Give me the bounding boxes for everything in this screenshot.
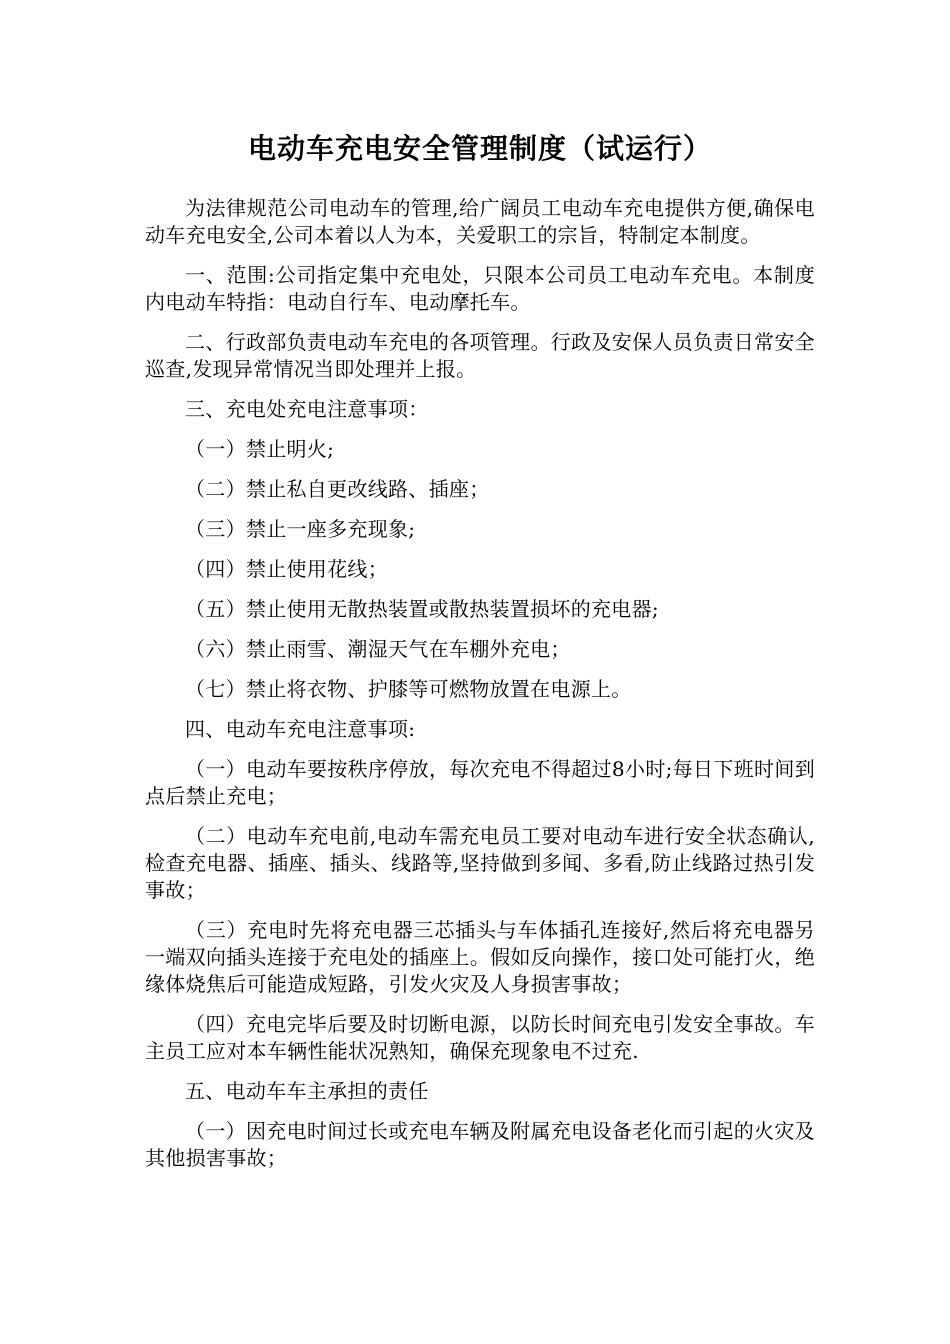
section-4-item-4: （四）充电完毕后要及时切断电源，以防长时间充电引发安全事故。车主员工应对本车辆性能状况熟知，确保充现象电不过充.: [145, 1012, 815, 1063]
section-3-heading: 三、充电处充电注意事项：: [185, 397, 429, 421]
section-3-item-2: （二）禁止私自更改线路、插座；: [185, 477, 490, 501]
section-3-item-7: （七）禁止将衣物、护膝等可燃物放置在电源上。: [185, 677, 632, 701]
section-3-item-6: （六）禁止雨雪、潮湿天气在车棚外充电；: [185, 637, 571, 661]
section-3-item-4: （四）禁止使用花线；: [185, 557, 388, 581]
intro-paragraph: 为法律规范公司电动车的管理,给广阔员工电动车充电提供方便,确保电动车充电安全,公司本着以人为本，关爱职工的宗旨，特制定本制度。: [145, 196, 815, 247]
section-2-management: 二、行政部负责电动车充电的各项管理。行政及安保人员负责日常安全巡查,发现异常情况当即处理并上报。: [145, 330, 815, 381]
section-5-heading: 五、电动车车主承担的责任: [185, 1079, 429, 1103]
document-page: [145, 125, 815, 1185]
section-1-scope: 一、范围:公司指定集中充电处，只限本公司员工电动车充电。本制度内电动车特指：电动自行车、电动摩托车。: [145, 263, 815, 314]
section-3-item-1: （一）禁止明火;: [185, 437, 335, 461]
section-4-item-3: （三）充电时先将充电器三芯插头与车体插孔连接好,然后将充电器另一端双向插头连接于充电处的插座上。假如反向操作，接口处可能打火，绝缘体烧焦后可能造成短路，引发火灾及人身损害事故；: [145, 918, 815, 996]
section-4-item-1: （一）电动车要按秩序停放，每次充电不得超过8小时;每日下班时间到点后禁止充电；: [145, 757, 815, 808]
section-3-item-3: （三）禁止一座多充现象;: [185, 517, 416, 541]
document-title: 电动车充电安全管理制度（试运行）: [247, 132, 712, 165]
section-3-item-5: （五）禁止使用无散热装置或散热装置损坏的充电器;: [185, 597, 659, 621]
section-4-item-2: （二）电动车充电前,电动车需充电员工要对电动车进行安全状态确认,检查充电器、插座、插头、线路等,坚持做到多闻、多看,防止线路过热引发事故；: [145, 824, 815, 902]
section-5-item-1: （一）因充电时间过长或充电车辆及附属充电设备老化而引起的火灾及其他损害事故；: [145, 1119, 815, 1170]
section-4-heading: 四、电动车充电注意事项:: [185, 717, 416, 741]
